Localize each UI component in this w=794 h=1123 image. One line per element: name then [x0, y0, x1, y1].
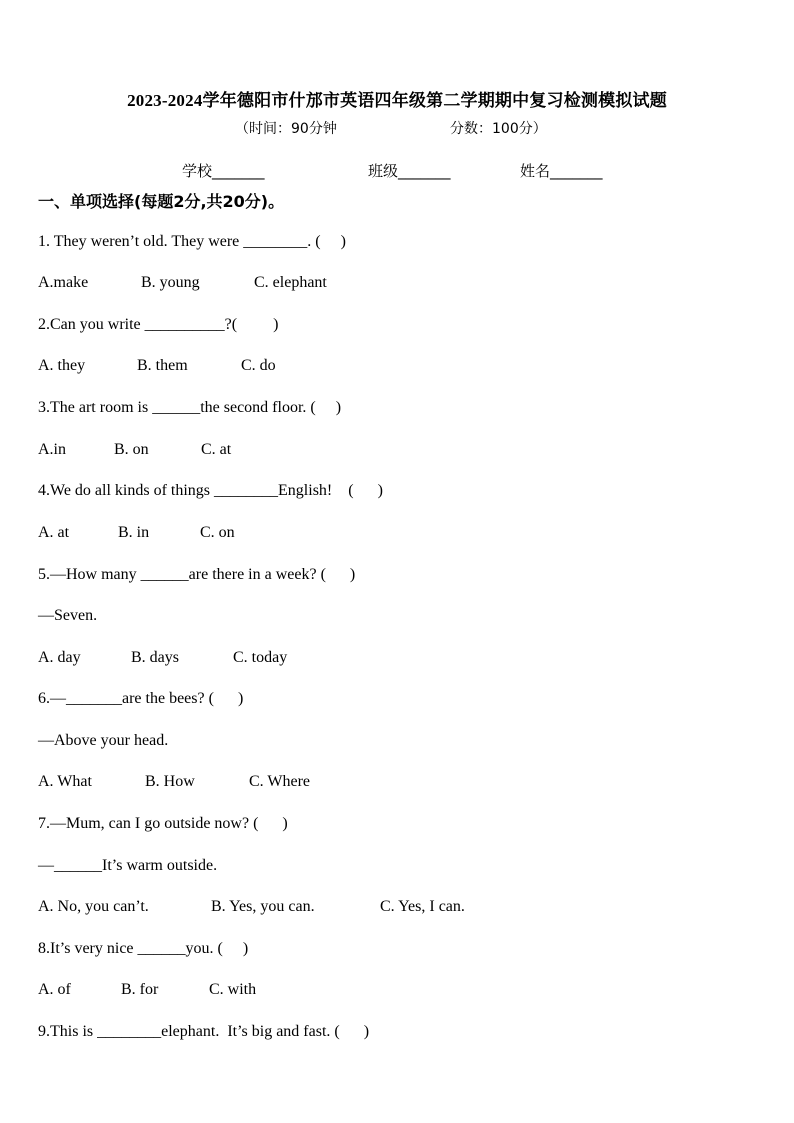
- question-1: 1. They weren’t old. They were ________. ( ): [38, 233, 346, 250]
- exam-score: 分数：100分）: [450, 121, 547, 137]
- q2-option-a: A. they: [38, 357, 86, 374]
- question-5: 5.—How many ______are there in a week? ( ): [38, 566, 356, 583]
- question-7: 7.—Mum, can I go outside now? ( ): [38, 815, 288, 832]
- q5-option-c: C. today: [233, 649, 288, 666]
- question-6-answer: —Above your head.: [38, 732, 169, 749]
- q6-option-c: C. Where: [249, 773, 311, 790]
- question-5-answer: —Seven.: [38, 607, 98, 624]
- q1-option-c: C. elephant: [254, 274, 327, 291]
- q3-option-c: C. at: [201, 441, 232, 458]
- class-field: 班级_______: [368, 162, 451, 180]
- q6-option-a: A. What: [38, 773, 92, 790]
- question-8: 8.It’s very nice ______you. ( ): [38, 940, 249, 957]
- q7-option-b: B. Yes, you can.: [211, 898, 315, 915]
- question-9: 9.This is ________elephant. It’s big and fast. ( ): [38, 1023, 370, 1040]
- q7-option-a: A. No, you can’t.: [38, 898, 149, 915]
- question-3: 3.The art room is ______the second floor. ( ): [38, 399, 342, 416]
- q1-option-a: A.make: [38, 274, 89, 291]
- q1-option-b: B. young: [141, 274, 200, 291]
- section-heading: 一、单项选择(每题2分,共20分)。: [38, 192, 285, 211]
- q6-option-b: B. How: [145, 773, 195, 790]
- q4-option-a: A. at: [38, 524, 70, 541]
- q8-option-a: A. of: [38, 981, 71, 998]
- q5-option-a: A. day: [38, 649, 81, 666]
- q8-option-c: C. with: [209, 981, 257, 998]
- q4-option-c: C. on: [200, 524, 235, 541]
- q2-option-c: C. do: [241, 357, 276, 374]
- school-field: 学校_______: [182, 162, 265, 180]
- exam-title: 2023-2024学年德阳市什邡市英语四年级第二学期期中复习检测模拟试题: [127, 91, 667, 110]
- question-2: 2.Can you write __________?( ): [38, 316, 279, 333]
- question-4: 4.We do all kinds of things ________English! ( ): [38, 482, 383, 499]
- name-field: 姓名_______: [520, 162, 603, 180]
- q3-option-a: A.in: [38, 441, 66, 458]
- exam-time: （时间：90分钟: [235, 121, 337, 137]
- question-7-answer: —______It’s warm outside.: [38, 857, 218, 874]
- question-6: 6.—_______are the bees? ( ): [38, 690, 244, 707]
- q2-option-b: B. them: [137, 357, 188, 374]
- q5-option-b: B. days: [131, 649, 179, 666]
- q7-option-c: C. Yes, I can.: [380, 898, 465, 915]
- q3-option-b: B. on: [114, 441, 149, 458]
- q4-option-b: B. in: [118, 524, 150, 541]
- q8-option-b: B. for: [121, 981, 159, 998]
